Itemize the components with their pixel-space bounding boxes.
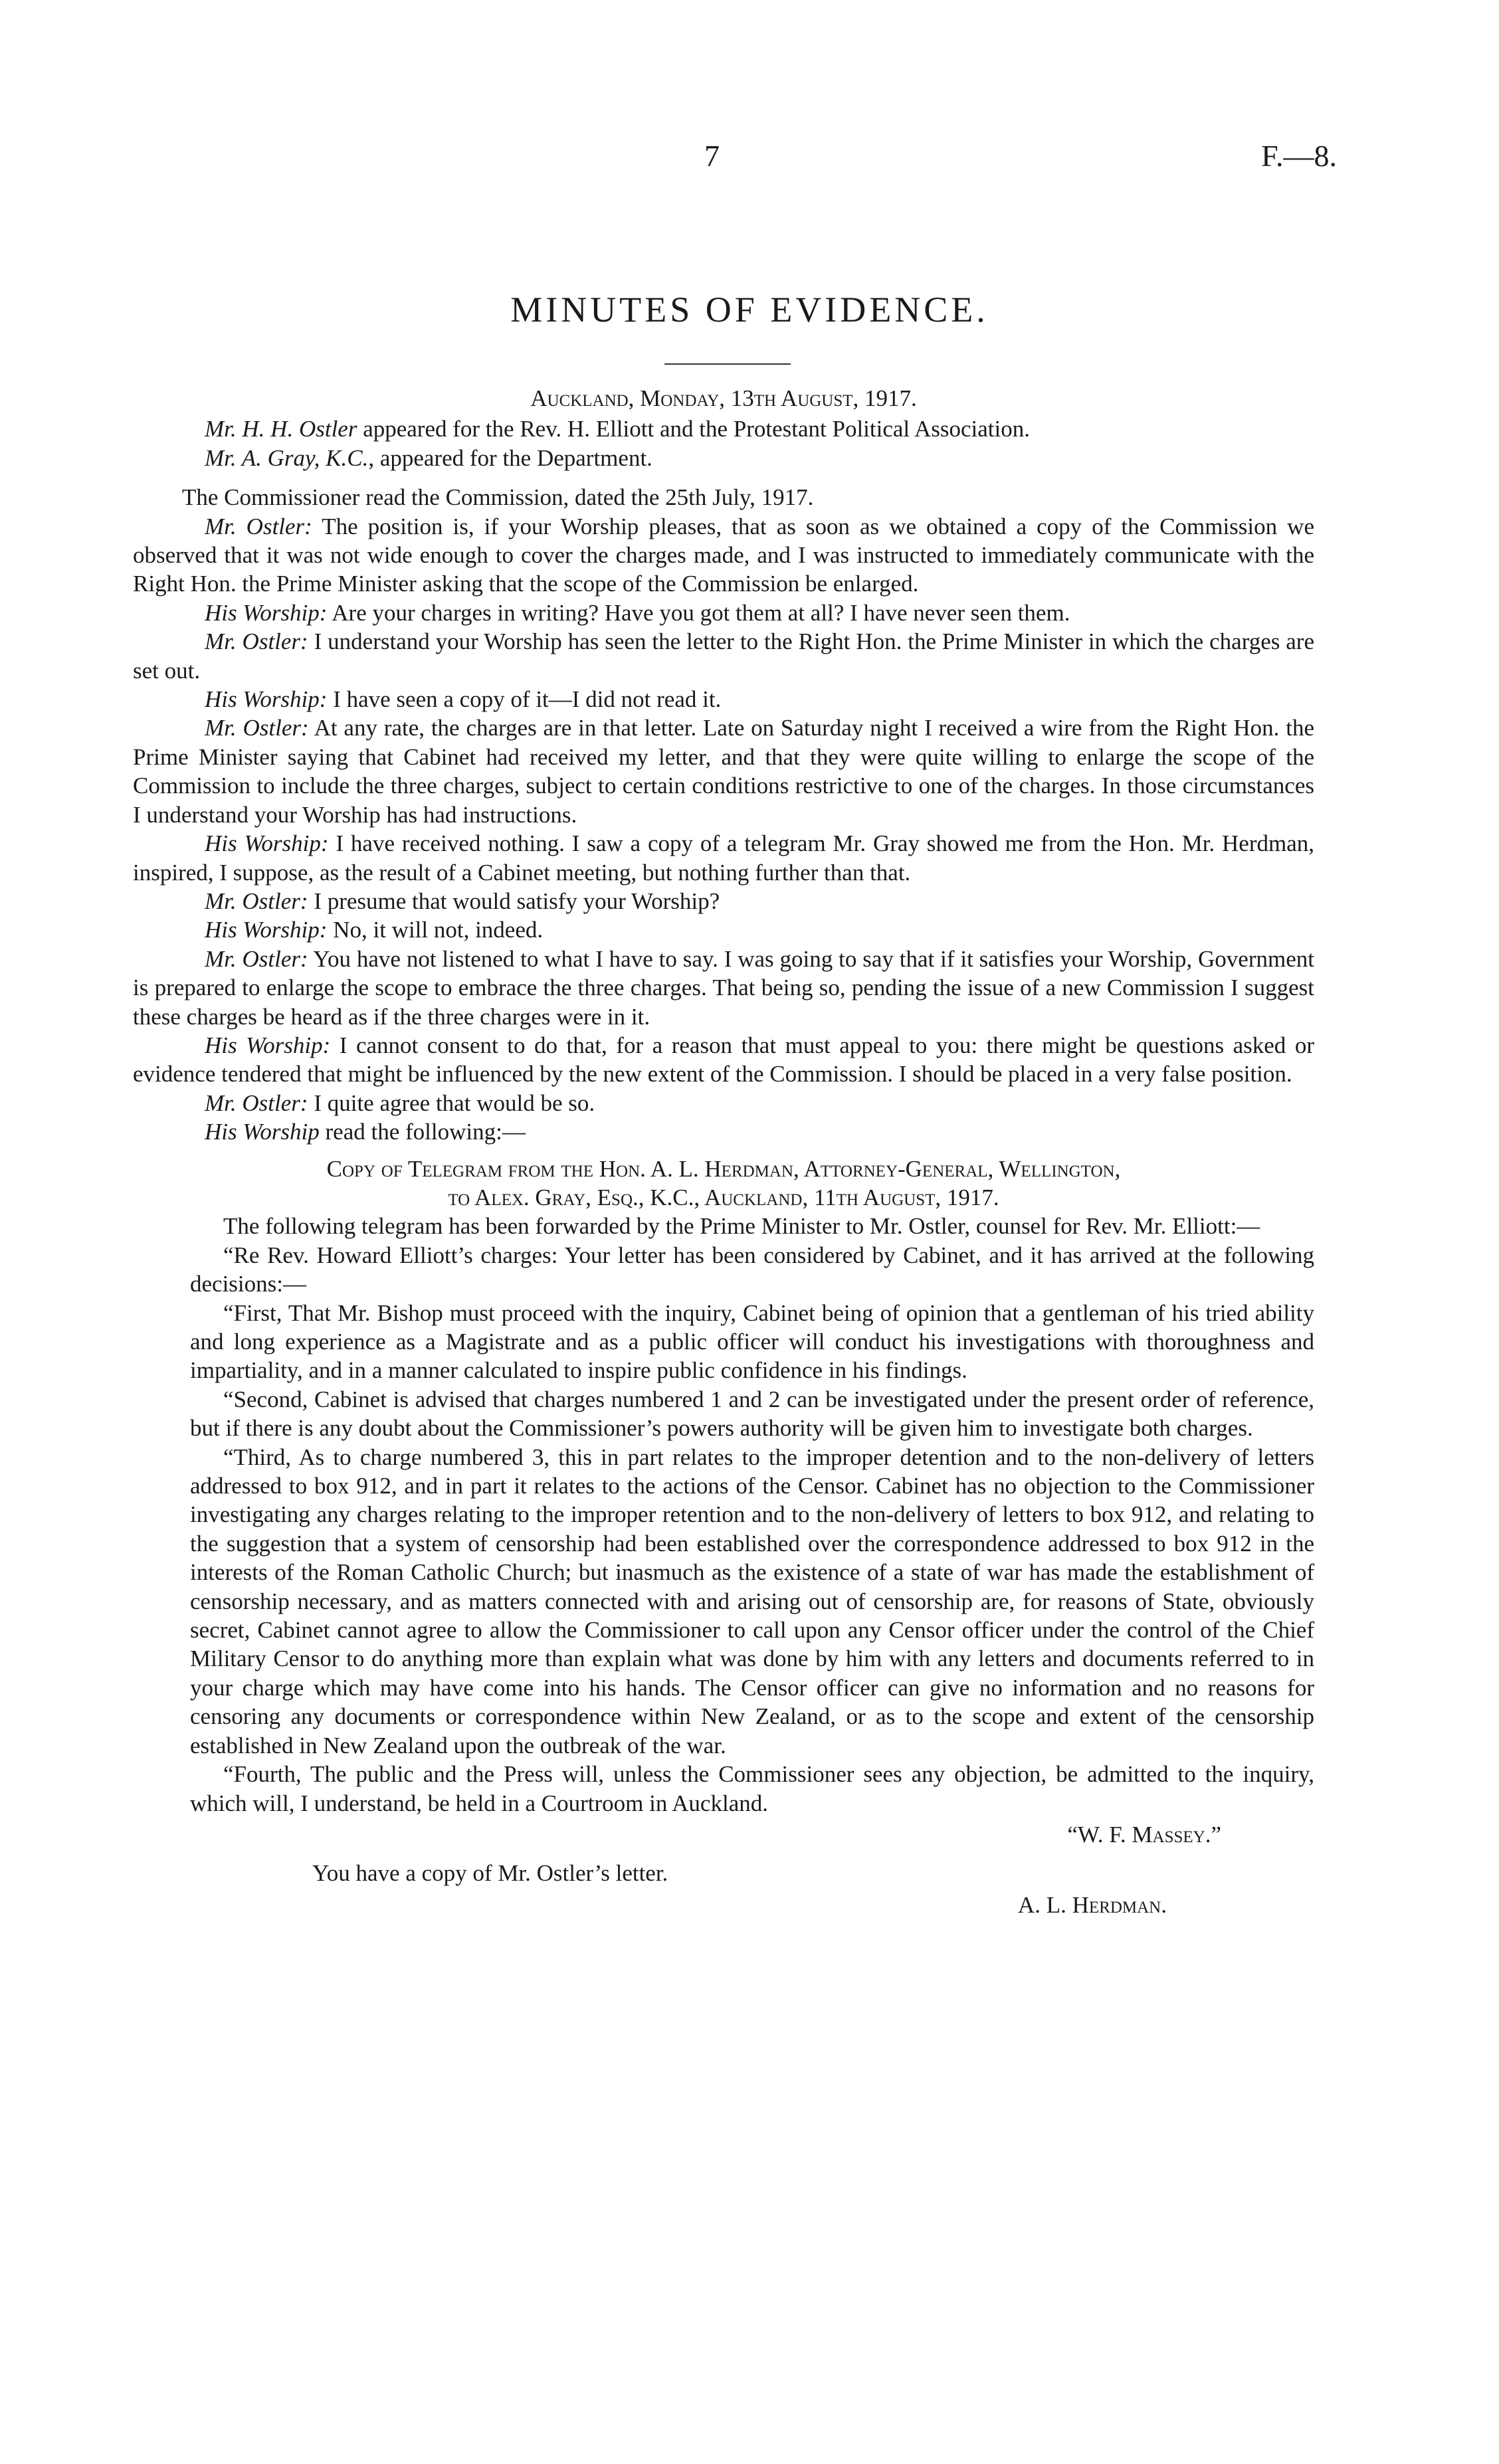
telegram-paragraph: The following telegram has been forwarded by the Prime Minister to Mr. Ostler, counsel for Rev. Mr. Elliott:— [223, 1213, 1260, 1240]
appearance-text: , appeared for the Department. [368, 444, 652, 471]
speaker: Mr. Ostler: [205, 945, 308, 972]
signature-herdman: A. L. Herdman. [1017, 1891, 1167, 1918]
document-reference: F.—8. [1261, 139, 1337, 173]
speaker: Mr. Ostler: [205, 888, 308, 914]
speaker: His Worship: [205, 599, 328, 626]
telegram-paragraph: “First, That Mr. Bishop must proceed with the inquiry, Cabinet being of opinion that a gentleman of his tried ability and long experience as a Magistrate and as a public officer will conduct his investigations with thoroughness and impartiality, and in a manner calculated to inspire public confidence in his findings. [190, 1299, 1314, 1384]
telegram-caption [133, 1155, 1314, 1212]
speaker: His Worship: [205, 830, 329, 857]
exchange [133, 713, 1314, 829]
telegram-paragraph: “Re Rev. Howard Elliott’s charges: Your letter has been considered by Cabinet, and it has arrived at the following decisions:— [190, 1242, 1314, 1297]
appearance-name: Mr. H. H. Ostler [205, 416, 357, 442]
exchange [133, 685, 1314, 713]
exchange [133, 627, 1314, 685]
page-number: 7 [704, 139, 720, 173]
speech: I quite agree that would be so. [308, 1090, 595, 1116]
exchange [133, 945, 1314, 1031]
speech: Are your charges in writing? Have you got them at all? I have never seen them. [327, 599, 1070, 626]
exchange [133, 829, 1314, 887]
signature-massey: “W. F. Massey.” [1067, 1821, 1221, 1848]
speaker: Mr. Ostler: [205, 1090, 308, 1116]
telegram-paragraph: “Second, Cabinet is advised that charges numbered 1 and 2 can be investigated under the present order of reference, but if there is any doubt about the Commissioner’s powers authority will be given him to investigate both charges. [190, 1386, 1314, 1442]
appearance-text: appeared for the Rev. H. Elliott and the Protestant Political Association. [357, 416, 1030, 442]
speaker: His Worship: [205, 686, 328, 713]
title-rule [664, 363, 791, 365]
page-title: MINUTES OF EVIDENCE. [510, 290, 989, 330]
exchange [133, 599, 1314, 627]
exchange [133, 512, 1314, 599]
speech: I cannot consent to do that, for a reason that must appeal to you: there might be questions asked or evidence tendered that might be influenced by the new extent of the Commission. I should be placed in a very false position. [133, 1032, 1314, 1088]
exchange [133, 1117, 1314, 1146]
speech: I presume that would satisfy your Worship? [308, 888, 720, 914]
speaker: Mr. Ostler: [205, 628, 308, 655]
telegram-body [133, 1212, 1314, 1818]
speech: read the following:— [319, 1119, 526, 1145]
exchange [133, 887, 1314, 915]
speaker: His Worship [205, 1119, 320, 1145]
telegram-paragraph: “Third, As to charge numbered 3, this in part relates to the improper detention and to the non-delivery of letters addressed to box 912, and in part it relates to the actions of the Censor. Cabinet has no objection to the Commissioner investigating any charges relating to the improper retention and to the non-delivery of letters to box 912, and relating to the suggestion that a system of censorship had been established over the correspondence addressed to box 912 in the interests of the Roman Catholic Church; but inasmuch as the existence of a state of war has made the establishment of censorship necessary, and as matters connected with and arising out of censorship are, for reasons of State, obviously secret, Cabinet cannot agree to allow the Commissioner to call upon any Censor officer under the control of the Chief Military Censor to do anything more than explain what was done by him with any letters and documents referred to in your charge which may have come into his hands. The Censor officer can give no information and no reasons for censoring any documents or correspondence within New Zealand, or as to the scope and extent of the censorship established in New Zealand upon the outbreak of the war. [190, 1444, 1314, 1758]
telegram-paragraph: “Fourth, The public and the Press will, unless the Commissioner sees any objection, be admitted to the inquiry, which will, I understand, be held in a Courtroom in Auckland. [190, 1761, 1314, 1816]
copy-note: You have a copy of Mr. Ostler’s letter. [312, 1859, 668, 1886]
exchange [133, 1031, 1314, 1089]
exchange [133, 1089, 1314, 1117]
speech: I have seen a copy of it—I did not read it. [327, 686, 722, 713]
document-body [133, 384, 1314, 1950]
dateline: Auckland, Monday, 13th August, 1917. [530, 385, 917, 411]
appearance-gray [133, 444, 1314, 472]
speech: You have not listened to what I have to say. I was going to say that if it satisfies your Worship, Government is prepared to enlarge the scope to embrace the three charges. That being so, pending the issue of a new Commission I suggest these charges be heard as if the three charges were in it. [133, 945, 1314, 1030]
intro-paragraph: The Commissioner read the Commission, dated the 25th July, 1917. [182, 484, 814, 511]
signature-block [133, 1818, 1314, 1950]
telegram-caption-line: Copy of Telegram from the Hon. A. L. Herdman, Attorney-General, Wellington, [326, 1155, 1121, 1182]
speech: The position is, if your Worship pleases, that as soon as we obtained a copy of the Commission we observed that it was not wide enough to cover the charges made, and I was instructed to immediately communicate with the Right Hon. the Prime Minister asking that the scope of the Commission be enlarged. [133, 513, 1314, 597]
appearance-ostler [133, 415, 1314, 443]
speech: I understand your Worship has seen the letter to the Right Hon. the Prime Minister in which the charges are set out. [133, 628, 1314, 684]
speech: No, it will not, indeed. [327, 917, 544, 943]
speaker: His Worship: [205, 1032, 331, 1058]
speaker: Mr. Ostler: [205, 715, 309, 741]
telegram-caption-line: to Alex. Gray, Esq., K.C., Auckland, 11th August, 1917. [448, 1184, 999, 1210]
exchange [133, 915, 1314, 944]
speaker: Mr. Ostler: [205, 513, 312, 539]
speech: At any rate, the charges are in that letter. Late on Saturday night I received a wire from the Right Hon. the Prime Minister saying that Cabinet had received my letter, and that they were quite willing to enlarge the scope of the Commission to include the three charges, subject to certain conditions restrictive to one of the charges. In those circumstances I understand your Worship has had instructions. [133, 715, 1314, 828]
speaker: His Worship: [205, 917, 328, 943]
appearance-name: Mr. A. Gray, K.C. [205, 444, 369, 471]
speech: I have received nothing. I saw a copy of a telegram Mr. Gray showed me from the Hon. Mr. Herdman, inspired, I suppose, as the result of a Cabinet meeting, but nothing further than that. [133, 830, 1315, 886]
